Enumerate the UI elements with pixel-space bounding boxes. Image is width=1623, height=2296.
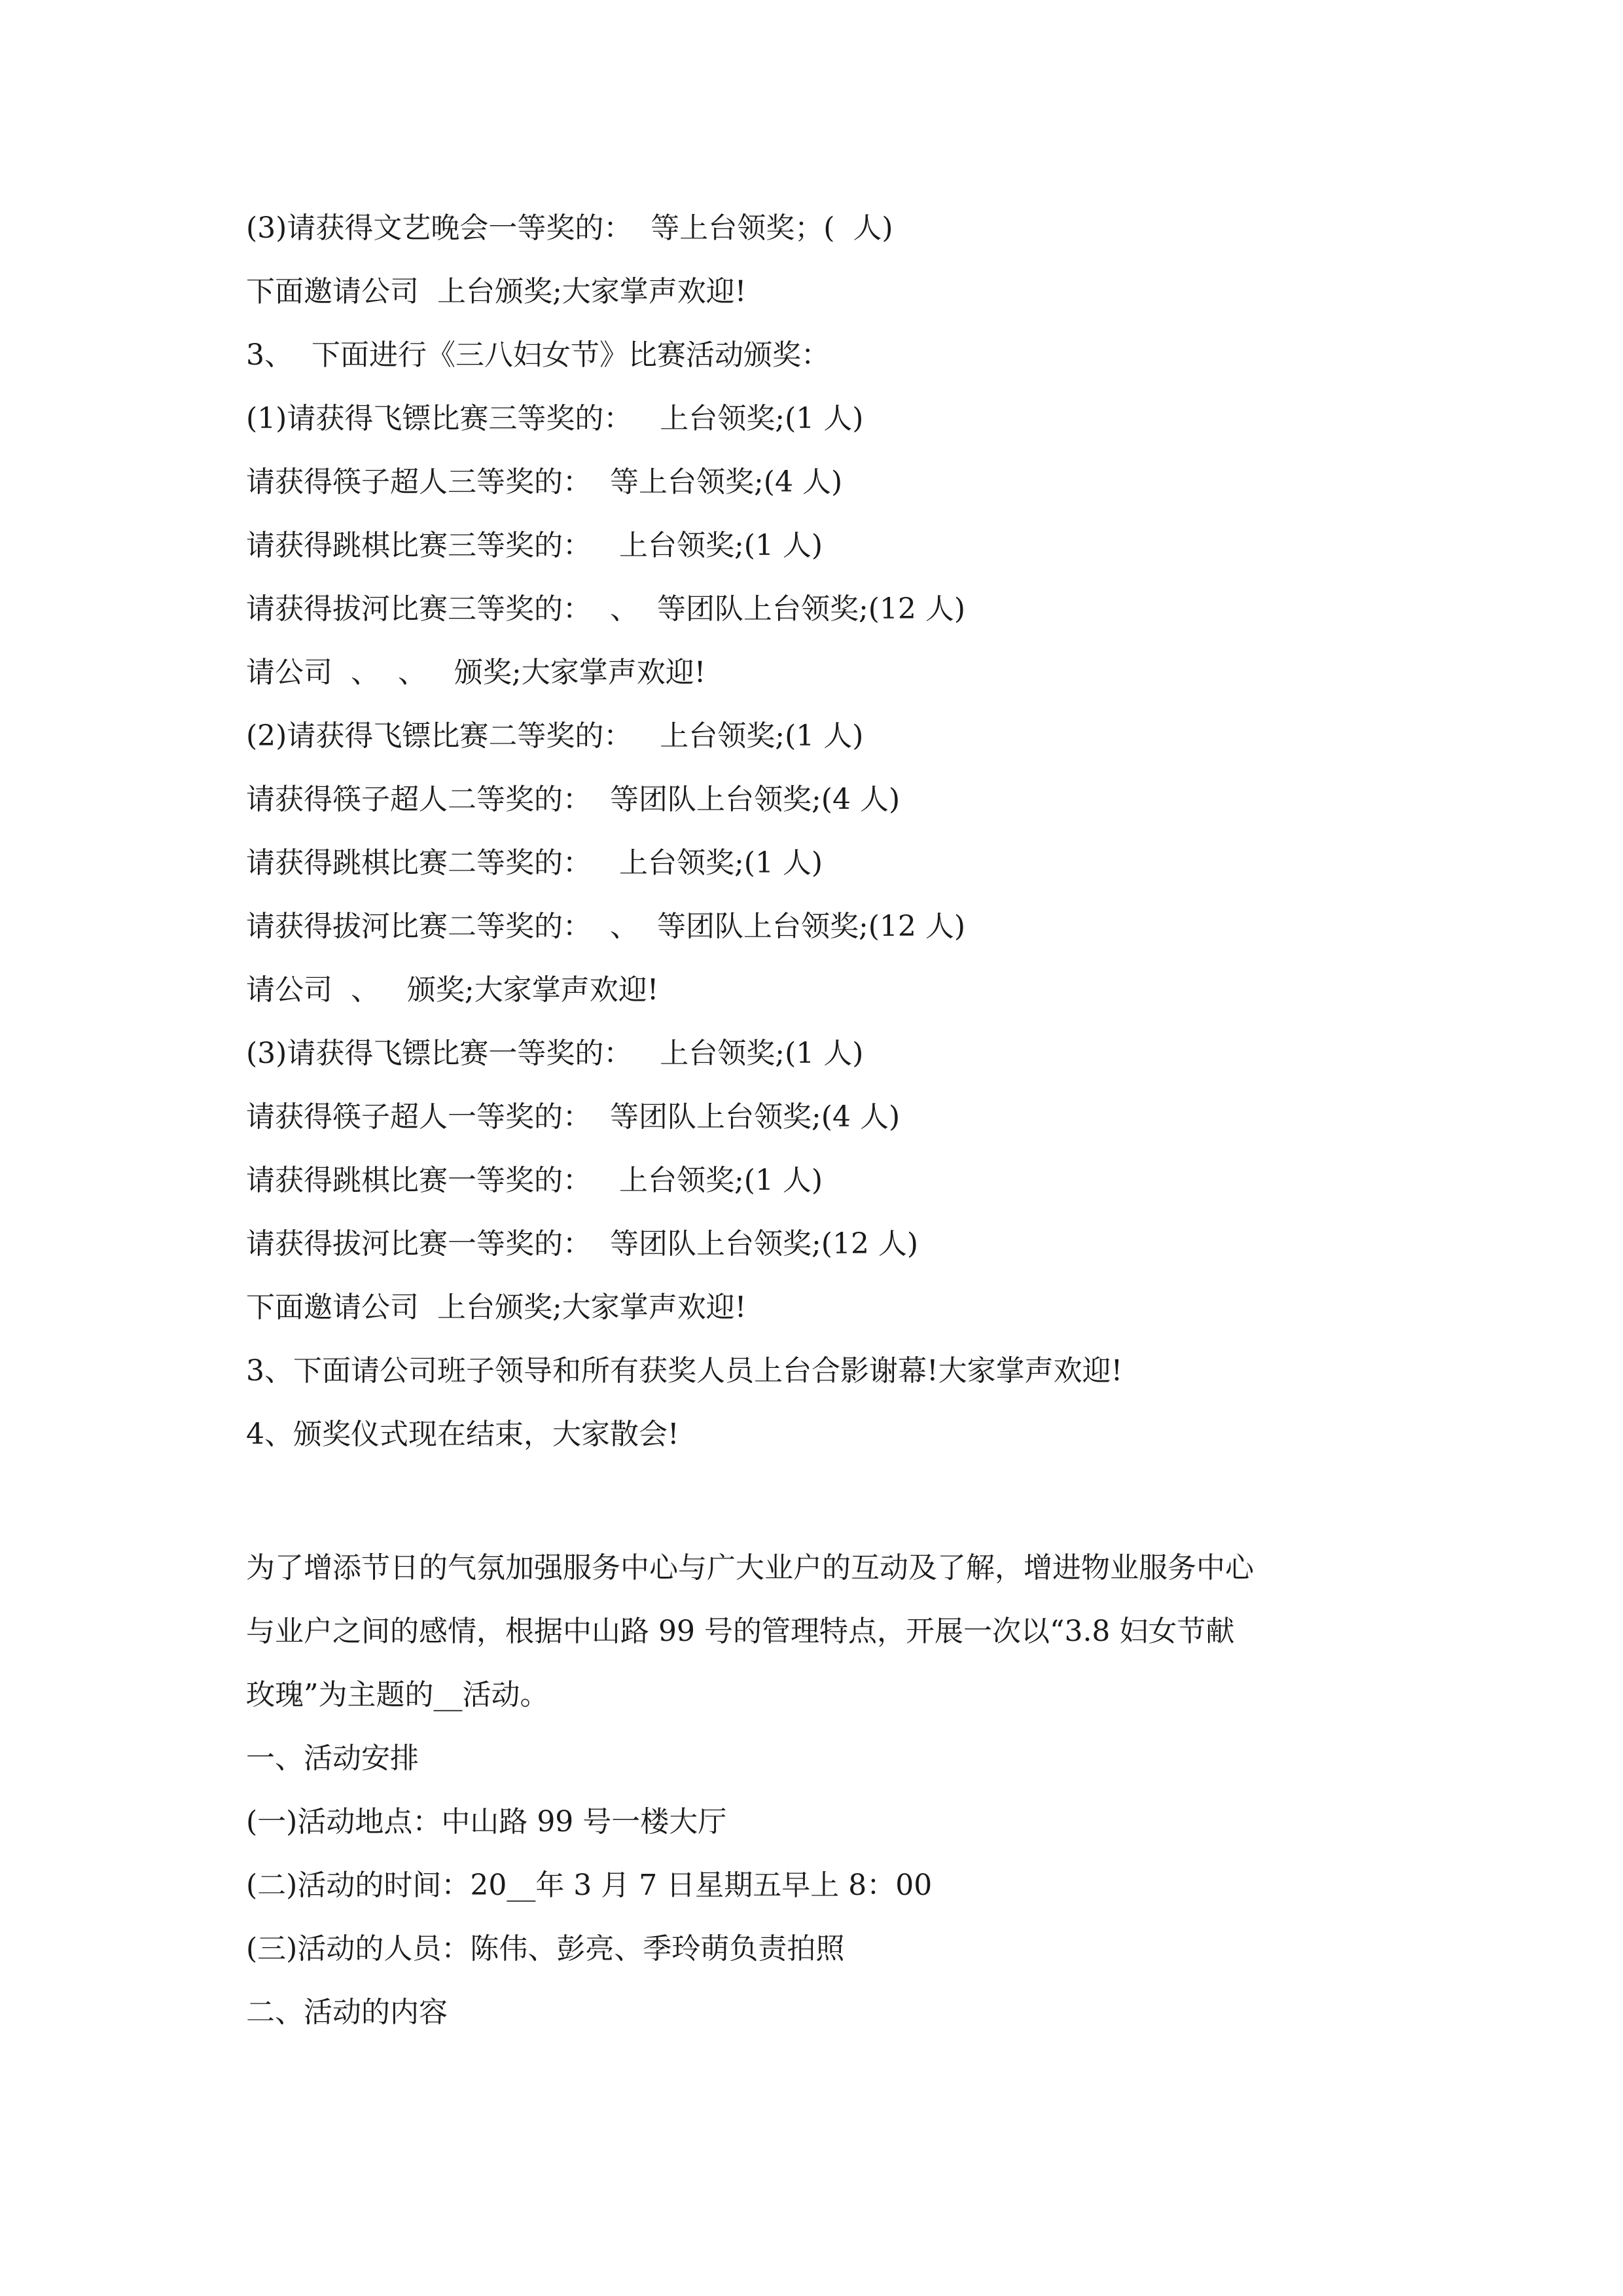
intro-paragraph-line: 为了增添节日的气氛加强服务中心与广大业户的互动及了解，增进物业服务中心 (246, 1551, 1254, 1585)
intro-paragraph-line: 玫瑰”为主题的__活动。 (246, 1678, 549, 1712)
text-line: 请获得筷子超人三等奖的： 等上台领奖;(4 人) (246, 465, 843, 499)
text-line: 3、下面请公司班子领导和所有获奖人员上台合影谢幕!大家掌声欢迎! (246, 1354, 1123, 1388)
activity-staff: (三)活动的人员：陈伟、彭亮、季玲萌负责拍照 (246, 1932, 845, 1965)
text-line: 请公司 、 颁奖;大家掌声欢迎! (246, 973, 659, 1007)
intro-paragraph-line: 与业户之间的感情，根据中山路 99 号的管理特点，开展一次以“3.8 妇女节献 (246, 1615, 1235, 1648)
text-line: 请公司 、 、 颁奖;大家掌声欢迎! (246, 656, 706, 689)
text-line: 请获得拔河比赛二等奖的： 、 等团队上台领奖;(12 人) (246, 910, 966, 943)
text-line: 3、 下面进行《三八妇女节》比赛活动颁奖： (246, 338, 830, 372)
section-heading: 一、活动安排 (246, 1742, 419, 1775)
text-line: 请获得筷子超人一等奖的： 等团队上台领奖;(4 人) (246, 1100, 901, 1134)
activity-location: (一)活动地点：中山路 99 号一楼大厅 (246, 1805, 727, 1839)
text-line: (2)请获得飞镖比赛二等奖的： 上台领奖;(1 人) (246, 719, 864, 753)
text-line: (3)请获得飞镖比赛一等奖的： 上台领奖;(1 人) (246, 1037, 864, 1070)
text-line: 请获得拔河比赛一等奖的： 等团队上台领奖;(12 人) (246, 1227, 919, 1261)
activity-time: (二)活动的时间：20__年 3 月 7 日星期五早上 8：00 (246, 1869, 933, 1902)
text-line: 请获得跳棋比赛三等奖的： 上台领奖;(1 人) (246, 529, 823, 562)
text-line: 下面邀请公司 上台颁奖;大家掌声欢迎! (246, 275, 747, 308)
text-line: (1)请获得飞镖比赛三等奖的： 上台领奖;(1 人) (246, 402, 864, 435)
text-line: 请获得筷子超人二等奖的： 等团队上台领奖;(4 人) (246, 783, 901, 816)
award-ceremony-section (246, 196, 1385, 1466)
text-line: (3)请获得文艺晚会一等奖的： 等上台领奖；( 人) (246, 211, 893, 245)
activity-plan-section (246, 1536, 1385, 2044)
text-line: 请获得拔河比赛三等奖的： 、 等团队上台领奖;(12 人) (246, 592, 966, 626)
section-heading: 二、活动的内容 (246, 1996, 448, 2029)
text-line: 下面邀请公司 上台颁奖;大家掌声欢迎! (246, 1291, 747, 1324)
text-line: 请获得跳棋比赛二等奖的： 上台领奖;(1 人) (246, 846, 823, 880)
text-line: 请获得跳棋比赛一等奖的： 上台领奖;(1 人) (246, 1164, 823, 1197)
text-line: 4、颁奖仪式现在结束，大家散会! (246, 1418, 679, 1451)
